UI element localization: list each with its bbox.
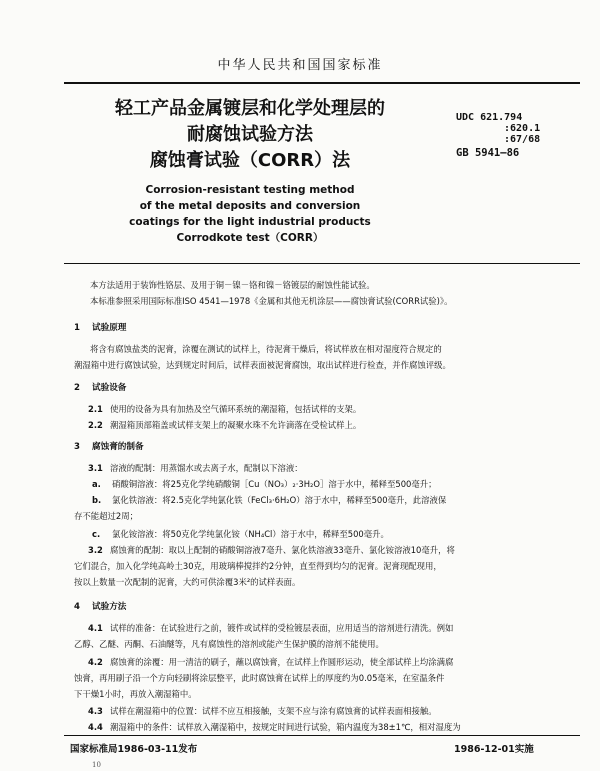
- section-2-title: 试验设备: [92, 383, 127, 393]
- intro-reference: 本标准参照采用国际标准ISO 4541—1978《金属和其他无机涂层——腐蚀膏试验(CORR试验)》。: [90, 296, 453, 306]
- udc-line-3: :67/68: [504, 134, 541, 145]
- clause-3-2-line-3: 按以上数量一次配制的泥膏，大约可供涂覆3米²的试样表面。: [74, 577, 301, 587]
- section-4-number: 4: [74, 602, 80, 612]
- title-divider: [64, 263, 580, 264]
- intro-scope: 本方法适用于装饰性铬层、及用于铜－镍－铬和镍－铬镀层的耐蚀性能试验。: [90, 280, 375, 290]
- section-4-heading: [74, 600, 126, 612]
- clause-2-2-text: 潮湿箱顶部箱盖或试样支架上的凝聚水珠不允许滴落在受检试样上。: [110, 420, 362, 430]
- clause-4-4: [74, 719, 574, 735]
- title-en-line-4: Corrodkote test（CORR）: [176, 232, 324, 244]
- section-1-title: 试验原理: [92, 323, 127, 333]
- udc-line-2: :620.1: [504, 123, 541, 134]
- item-b-continuation: 存不能超过2周；: [74, 511, 138, 521]
- clause-4-1: [74, 620, 574, 636]
- item-c-label: c.: [92, 529, 101, 539]
- clause-4-4-number: 4.4: [88, 722, 103, 732]
- title-en-line-2: of the metal deposits and conversion: [139, 200, 361, 212]
- clause-2-1: [74, 401, 574, 417]
- clause-4-3-number: 4.3: [88, 706, 103, 716]
- section-3-heading: [74, 440, 144, 452]
- clause-2-1-text: 使用的设备为具有加热及空气循环系统的潮湿箱，包括试样的支架。: [110, 404, 362, 414]
- udc-block: [456, 112, 576, 159]
- page-number: 10: [92, 761, 101, 769]
- section-4-title: 试验方法: [92, 602, 127, 612]
- clause-4-3-text: 试样在潮湿箱中的位置：试样不应互相接触，支架不应与涂有腐蚀膏的试样表面相接触。: [110, 706, 437, 716]
- clause-4-4-text: 潮湿箱中的条件：试样放入潮湿箱中，按规定时间进行试验，箱内温度为38±1℃，相对湿度为: [110, 722, 461, 732]
- clause-3-2-number: 3.2: [88, 545, 103, 555]
- gb-number: GB 5941—86: [456, 147, 520, 159]
- section-1-text-1: 将含有腐蚀盐类的泥膏，涂覆在测试的试样上，待泥膏干燥后，将试样放在相对湿度符合规定的: [90, 344, 442, 354]
- clause-3-1-text: 溶液的配制：用蒸馏水或去离子水，配制以下溶液：: [110, 463, 303, 473]
- section-2-number: 2: [74, 383, 80, 393]
- section-1-number: 1: [74, 323, 80, 333]
- clause-3-1: [74, 460, 574, 476]
- title-en-line-1: Corrosion-resistant testing method: [145, 184, 355, 196]
- section-3-title: 腐蚀膏的制备: [92, 442, 144, 452]
- clause-3-2: [74, 542, 574, 558]
- effective-date: 1986-12-01实施: [454, 744, 534, 755]
- title-en-line-3: coatings for the light industrial products: [129, 216, 371, 228]
- title-cn-line-3: 腐蚀膏试验（CORR）法: [149, 150, 351, 171]
- clause-2-2-number: 2.2: [88, 420, 103, 430]
- section-1-heading: [74, 321, 126, 333]
- item-3-1-a: [74, 476, 574, 492]
- section-1-text-2: 潮湿箱中进行腐蚀试验，达到规定时间后，试样表面被泥膏腐蚀，取出试样进行检查，并作腐蚀评级。: [74, 360, 451, 370]
- clause-4-1-line-2: 乙醇、乙醚、丙酮、石油醚等，凡有腐蚀性的溶剂或能产生保护膜的溶剂不能使用。: [74, 639, 384, 649]
- standard-header: 中华人民共和国国家标准: [217, 58, 383, 73]
- item-a-label: a.: [92, 479, 101, 489]
- clause-4-2: [74, 654, 574, 670]
- title-cn-line-1: 轻工产品金属镀层和化学处理层的: [115, 98, 385, 119]
- item-b-text: 氯化铁溶液：将2.5克化学纯氯化铁（FeCl₃·6H₂O）溶于水中，稀释至500毫升，此溶液保: [112, 495, 447, 505]
- footer-rule: [64, 735, 580, 736]
- section-2-heading: [74, 381, 126, 393]
- clause-3-1-number: 3.1: [88, 463, 103, 473]
- udc-line-1: UDC 621.794: [456, 112, 523, 123]
- clause-2-2: [74, 417, 574, 433]
- clause-3-2-line-2: 它们混合，加入化学纯高岭土30克，用玻璃棒搅拌约2分钟，直至得到均匀的泥膏。泥膏现配现用，: [74, 561, 442, 571]
- clause-2-1-number: 2.1: [88, 404, 103, 414]
- item-b-label: b.: [92, 495, 102, 505]
- title-cn-line-2: 耐腐蚀试验方法: [187, 124, 313, 145]
- issue-date: 国家标准局1986-03-11发布: [70, 744, 198, 755]
- clause-3-2-text: 腐蚀膏的配制：取以上配制的硝酸铜溶液7毫升、氯化铁溶液33毫升、氯化铵溶液10毫升，将: [110, 545, 455, 555]
- clause-4-2-text: 腐蚀膏的涂覆：用一清洁的刷子，蘸以腐蚀膏，在试样上作圆形运动，使全部试样上均涂满腐: [110, 657, 454, 667]
- clause-4-1-number: 4.1: [88, 623, 103, 633]
- top-rule: [64, 82, 580, 84]
- item-c-text: 氯化铵溶液：将50克化学纯氯化铵（NH₄Cl）溶于水中，稀释至500毫升。: [112, 529, 389, 539]
- clause-4-1-text: 试样的准备：在试验进行之前，镀件或试样的受检镀层表面，应用适当的溶剂进行清洗。例如: [110, 623, 454, 633]
- clause-4-2-number: 4.2: [88, 657, 103, 667]
- item-3-1-b: [74, 492, 574, 508]
- clause-4-3: [74, 703, 574, 719]
- item-a-text: 硝酸铜溶液：将25克化学纯硝酸铜［Cu（NO₃）₂·3H₂O］溶于水中，稀释至500毫升；: [112, 479, 437, 489]
- clause-4-2-line-3: 下干燥1小时，再放入潮湿箱中。: [74, 689, 197, 699]
- section-3-number: 3: [74, 442, 80, 452]
- item-3-1-c: [74, 526, 574, 542]
- clause-4-2-line-2: 蚀膏，再用刷子沿一个方向轻刷将涂层整平，此时腐蚀膏在试样上的厚度约为0.05毫米，在室温条件: [74, 673, 445, 683]
